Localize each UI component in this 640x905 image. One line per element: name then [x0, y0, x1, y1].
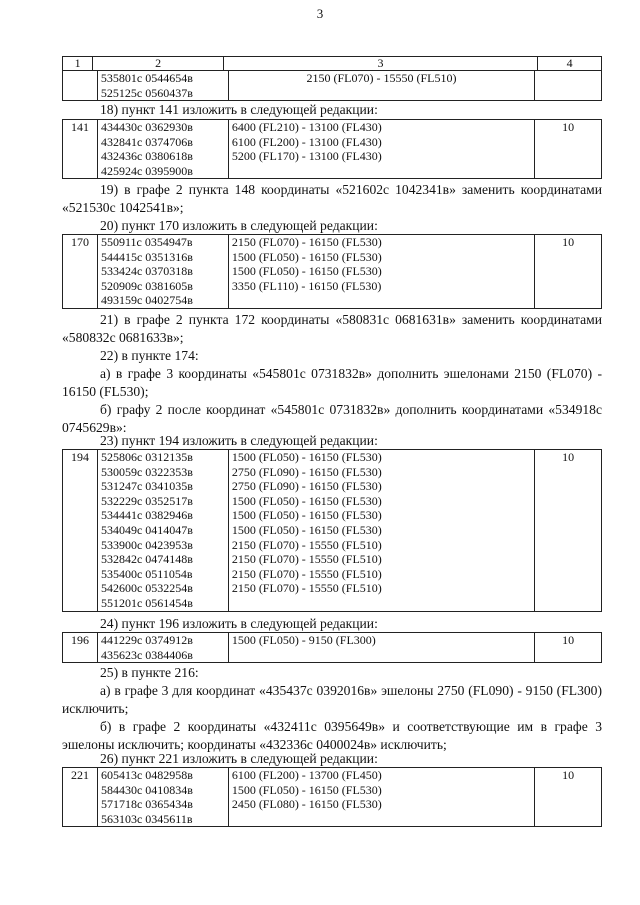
flight-level-range: 2150 (FL070) - 15550 (FL510) [231, 566, 382, 581]
flight-level-range: 1500 (FL050) - 16150 (FL530) [231, 522, 382, 537]
coordinates-cell [97, 633, 228, 663]
flight-levels-cell [228, 235, 534, 309]
coordinate: 563103с 0345611в [100, 811, 193, 826]
coordinate: 544415с 0351316в [100, 249, 193, 264]
coordinates-cell [97, 450, 228, 612]
flight-level-range: 5200 (FL170) - 13100 (FL430) [231, 149, 382, 164]
flight-level-range: 1500 (FL050) - 9150 (FL300) [231, 633, 376, 647]
section-heading: 24) пункт 196 изложить в следующей редакции: [100, 616, 378, 631]
value-cell: 10 [535, 633, 602, 663]
amendment-paragraph: 21) в графе 2 пункта 172 координаты «580831с 0681631в» заменить координатами «580832с 0681633в»; [62, 312, 602, 345]
airspace-table [62, 70, 602, 101]
value-cell: 10 [535, 768, 602, 827]
flight-levels-cell [228, 450, 534, 612]
value-cell: 10 [535, 235, 602, 309]
coordinate: 435623с 0384406в [100, 647, 193, 662]
amendment-paragraph: а) в графе 3 координаты «545801с 0731832в» дополнить эшелонами 2150 (FL070) - 16150 (FL530); [62, 366, 602, 399]
flight-level-range: 2150 (FL070) - 15550 (FL510) [231, 537, 382, 552]
airspace-table [62, 632, 602, 663]
point-number: 221 [63, 768, 98, 827]
coordinate: 533424с 0370318в [100, 264, 193, 279]
flight-level-range: 6100 (FL200) - 13100 (FL430) [231, 134, 382, 149]
coordinate: 434430с 0362930в [100, 120, 193, 134]
coordinate: 525806с 0312135в [100, 450, 193, 464]
table-row [63, 120, 602, 179]
flight-level-range: 2150 (FL070) - 16150 (FL530) [231, 235, 382, 249]
flight-level-range: 1500 (FL050) - 16150 (FL530) [231, 782, 382, 797]
amendment-paragraph: б) графу 2 после координат «545801с 0731832в» дополнить координатами «534918с 0745629в»: [62, 402, 602, 435]
coordinate: 531247с 0341035в [100, 479, 193, 494]
flight-level-range: 3350 (FL110) - 16150 (FL530) [231, 278, 382, 293]
flight-level-range: 6400 (FL210) - 13100 (FL430) [231, 120, 382, 134]
airspace-table [62, 234, 602, 309]
value-cell: 10 [535, 120, 602, 179]
coordinate: 520909с 0381605в [100, 278, 193, 293]
coordinate: 550911с 0354947в [100, 235, 193, 249]
flight-level-range: 1500 (FL050) - 16150 (FL530) [231, 264, 382, 279]
airspace-table [62, 767, 602, 827]
flight-level-range: 2750 (FL090) - 16150 (FL530) [231, 464, 382, 479]
flight-level-range: 2150 (FL070) - 15550 (FL510) [231, 581, 382, 596]
flight-levels-cell [228, 71, 534, 101]
coordinates-cell [97, 768, 228, 827]
table-row [63, 235, 602, 309]
coordinate: 551201с 0561454в [100, 595, 193, 610]
point-number: 170 [63, 235, 98, 309]
table-row [63, 71, 602, 101]
flight-level-range: 1500 (FL050) - 16150 (FL530) [231, 508, 382, 523]
table-row [63, 450, 602, 612]
coordinate: 535801с 0544654в [100, 71, 193, 85]
coordinate: 493159с 0402754в [100, 293, 193, 308]
coordinates-cell [97, 71, 228, 101]
section-heading: 18) пункт 141 изложить в следующей редакции: [100, 102, 378, 117]
coordinate: 605413с 0482958в [100, 768, 193, 782]
flight-level-range: 1500 (FL050) - 16150 (FL530) [231, 249, 382, 264]
flight-level-range: 2150 (FL070) - 15550 (FL510) [306, 71, 457, 85]
column-header-table [62, 56, 602, 71]
point-number [63, 71, 98, 101]
section-heading: 20) пункт 170 изложить в следующей редакции: [100, 218, 378, 233]
coordinate: 534441с 0382946в [100, 508, 193, 523]
coordinate: 532842с 0474148в [100, 552, 193, 567]
flight-levels-cell [228, 120, 534, 179]
flight-level-range: 6100 (FL200) - 13700 (FL450) [231, 768, 382, 782]
value-cell: 10 [535, 450, 602, 612]
amendment-paragraph: 19) в графе 2 пункта 148 координаты «521602с 1042341в» заменить координатами «521530с 1042541в»; [62, 182, 602, 215]
coordinate: 571718с 0365434в [100, 797, 193, 812]
coordinate: 425924с 0395900в [100, 163, 193, 178]
section-heading: 26) пункт 221 изложить в следующей редакции: [100, 751, 378, 766]
flight-level-range: 2750 (FL090) - 16150 (FL530) [231, 479, 382, 494]
flight-level-range: 2450 (FL080) - 16150 (FL530) [231, 797, 382, 812]
coordinate: 525125с 0560437в [100, 85, 193, 100]
coordinate: 532229с 0352517в [100, 493, 193, 508]
amendment-paragraph: 22) в пункте 174: [100, 348, 199, 363]
point-number: 194 [63, 450, 98, 612]
coordinate: 584430с 0410834в [100, 782, 193, 797]
amendment-paragraph: б) в графе 2 координаты «432411с 0395649в» и соответствующие им в графе 3 эшелоны исключить; координаты «432336с 0400024в» исключить; [62, 719, 602, 752]
coordinate: 534049с 0414047в [100, 522, 193, 537]
coordinate: 533900с 0423953в [100, 537, 193, 552]
amendment-paragraph: а) в графе 3 для координат «435437с 0392016в» эшелоны 2750 (FL090) - 9150 (FL300) исключить; [62, 683, 602, 716]
flight-levels-cell [228, 633, 534, 663]
column-header-3: 3 [223, 57, 537, 71]
table-row [63, 768, 602, 827]
coordinate: 441229с 0374912в [100, 633, 193, 647]
column-header-1: 1 [63, 57, 93, 71]
coordinate: 432436с 0380618в [100, 149, 193, 164]
amendment-paragraph: 25) в пункте 216: [100, 665, 199, 680]
page-number: 3 [316, 6, 324, 21]
flight-levels-cell [228, 768, 534, 827]
point-number: 196 [63, 633, 98, 663]
coordinate: 535400с 0511054в [100, 566, 193, 581]
flight-level-range: 1500 (FL050) - 16150 (FL530) [231, 450, 382, 464]
flight-level-range: 1500 (FL050) - 16150 (FL530) [231, 493, 382, 508]
section-heading: 23) пункт 194 изложить в следующей редакции: [100, 433, 378, 448]
value-cell [535, 71, 602, 101]
flight-level-range: 2150 (FL070) - 15550 (FL510) [231, 552, 382, 567]
table-row [63, 633, 602, 663]
coordinate: 432841с 0374706в [100, 134, 193, 149]
column-header-4: 4 [538, 57, 602, 71]
point-number: 141 [63, 120, 98, 179]
column-header-2: 2 [93, 57, 224, 71]
airspace-table [62, 449, 602, 612]
airspace-table [62, 119, 602, 179]
coordinates-cell [97, 120, 228, 179]
coordinate: 542600с 0532254в [100, 581, 193, 596]
coordinates-cell [97, 235, 228, 309]
coordinate: 530059с 0322353в [100, 464, 193, 479]
